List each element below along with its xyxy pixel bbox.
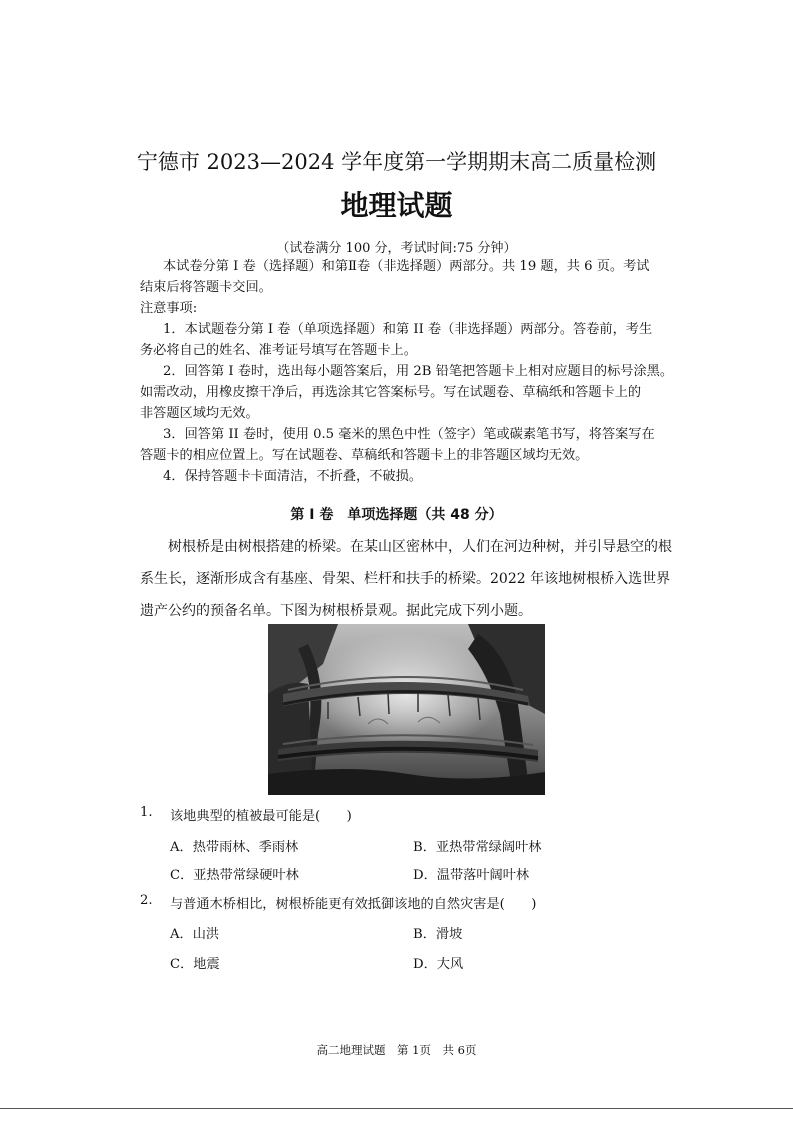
question-1-stem: 该地典型的植被最可能是( ) bbox=[170, 809, 352, 824]
notice-line-7: 答题卡的相应位置上。写在试题卷、草稿纸和答题卡上的非答题区域均无效。 bbox=[140, 448, 589, 463]
bottom-rule bbox=[0, 1108, 793, 1109]
notice-label: 注意事项: bbox=[140, 301, 198, 316]
notice-line-1: 1．本试题卷分第 I 卷（单项选择题）和第 II 卷（非选择题）两部分。答卷前，考生 bbox=[163, 322, 653, 337]
subject-title: 地理试题 bbox=[340, 189, 453, 222]
root-bridge-photo bbox=[268, 624, 545, 795]
question-1-option-b: B．亚热带常绿阔叶林 bbox=[413, 840, 542, 855]
question-2-option-b: B．滑坡 bbox=[413, 927, 463, 942]
question-1-option-c: C．亚热带常绿硬叶林 bbox=[170, 868, 299, 883]
score-note: （试卷满分 100 分，考试时间:75 分钟） bbox=[276, 241, 517, 256]
notice-line-3: 2．回答第 I 卷时，选出每小题答案后，用 2B 铅笔把答题卡上相对应题目的标号涂黑。 bbox=[163, 364, 674, 379]
exam-title: 宁德市 2023—2024 学年度第一学期期末高二质量检测 bbox=[136, 150, 657, 174]
passage-line-3: 遗产公约的预备名单。下图为树根桥景观。据此完成下列小题。 bbox=[140, 603, 532, 619]
notice-line-5: 非答题区域均无效。 bbox=[140, 406, 259, 421]
notice-line-2: 务必将自己的姓名、准考证号填写在答题卡上。 bbox=[140, 343, 417, 358]
page-footer: 高二地理试题 第 1页 共 6页 bbox=[316, 1043, 477, 1057]
question-2-number: 2. bbox=[140, 893, 153, 908]
question-2-stem: 与普通木桥相比，树根桥能更有效抵御该地的自然灾害是( ) bbox=[170, 897, 537, 912]
question-2-option-a: A．山洪 bbox=[170, 927, 220, 942]
question-1-option-d: D．温带落叶阔叶林 bbox=[413, 868, 530, 883]
notice-line-4: 如需改动，用橡皮擦干净后，再选涂其它答案标号。写在试题卷、草稿纸和答题卡上的 bbox=[140, 385, 642, 400]
question-1-option-a: A．热带雨林、季雨林 bbox=[170, 840, 299, 855]
section-heading: 第 I 卷 单项选择题（共 48 分） bbox=[290, 507, 503, 523]
notice-line-8: 4．保持答题卡卡面清洁，不折叠，不破损。 bbox=[163, 469, 422, 484]
intro-line-1: 本试卷分第 I 卷（选择题）和第Ⅱ卷（非选择题）两部分。共 19 题，共 6 页。考试 bbox=[163, 259, 650, 274]
notice-line-6: 3．回答第 II 卷时，使用 0.5 毫米的黑色中性（签字）笔或碳素笔书写，将答案写在 bbox=[163, 427, 655, 442]
passage-line-2: 系生长，逐渐形成含有基座、骨架、栏杆和扶手的桥梁。2022 年该地树根桥入选世界 bbox=[140, 571, 671, 587]
question-2-option-c: C．地震 bbox=[170, 957, 220, 972]
question-1-number: 1. bbox=[140, 805, 153, 820]
passage-line-1: 树根桥是由树根搭建的桥梁。在某山区密林中，人们在河边种树，并引导悬空的根 bbox=[168, 539, 672, 555]
intro-line-2: 结束后将答题卡交回。 bbox=[140, 280, 272, 295]
question-2-option-d: D．大风 bbox=[413, 957, 464, 972]
